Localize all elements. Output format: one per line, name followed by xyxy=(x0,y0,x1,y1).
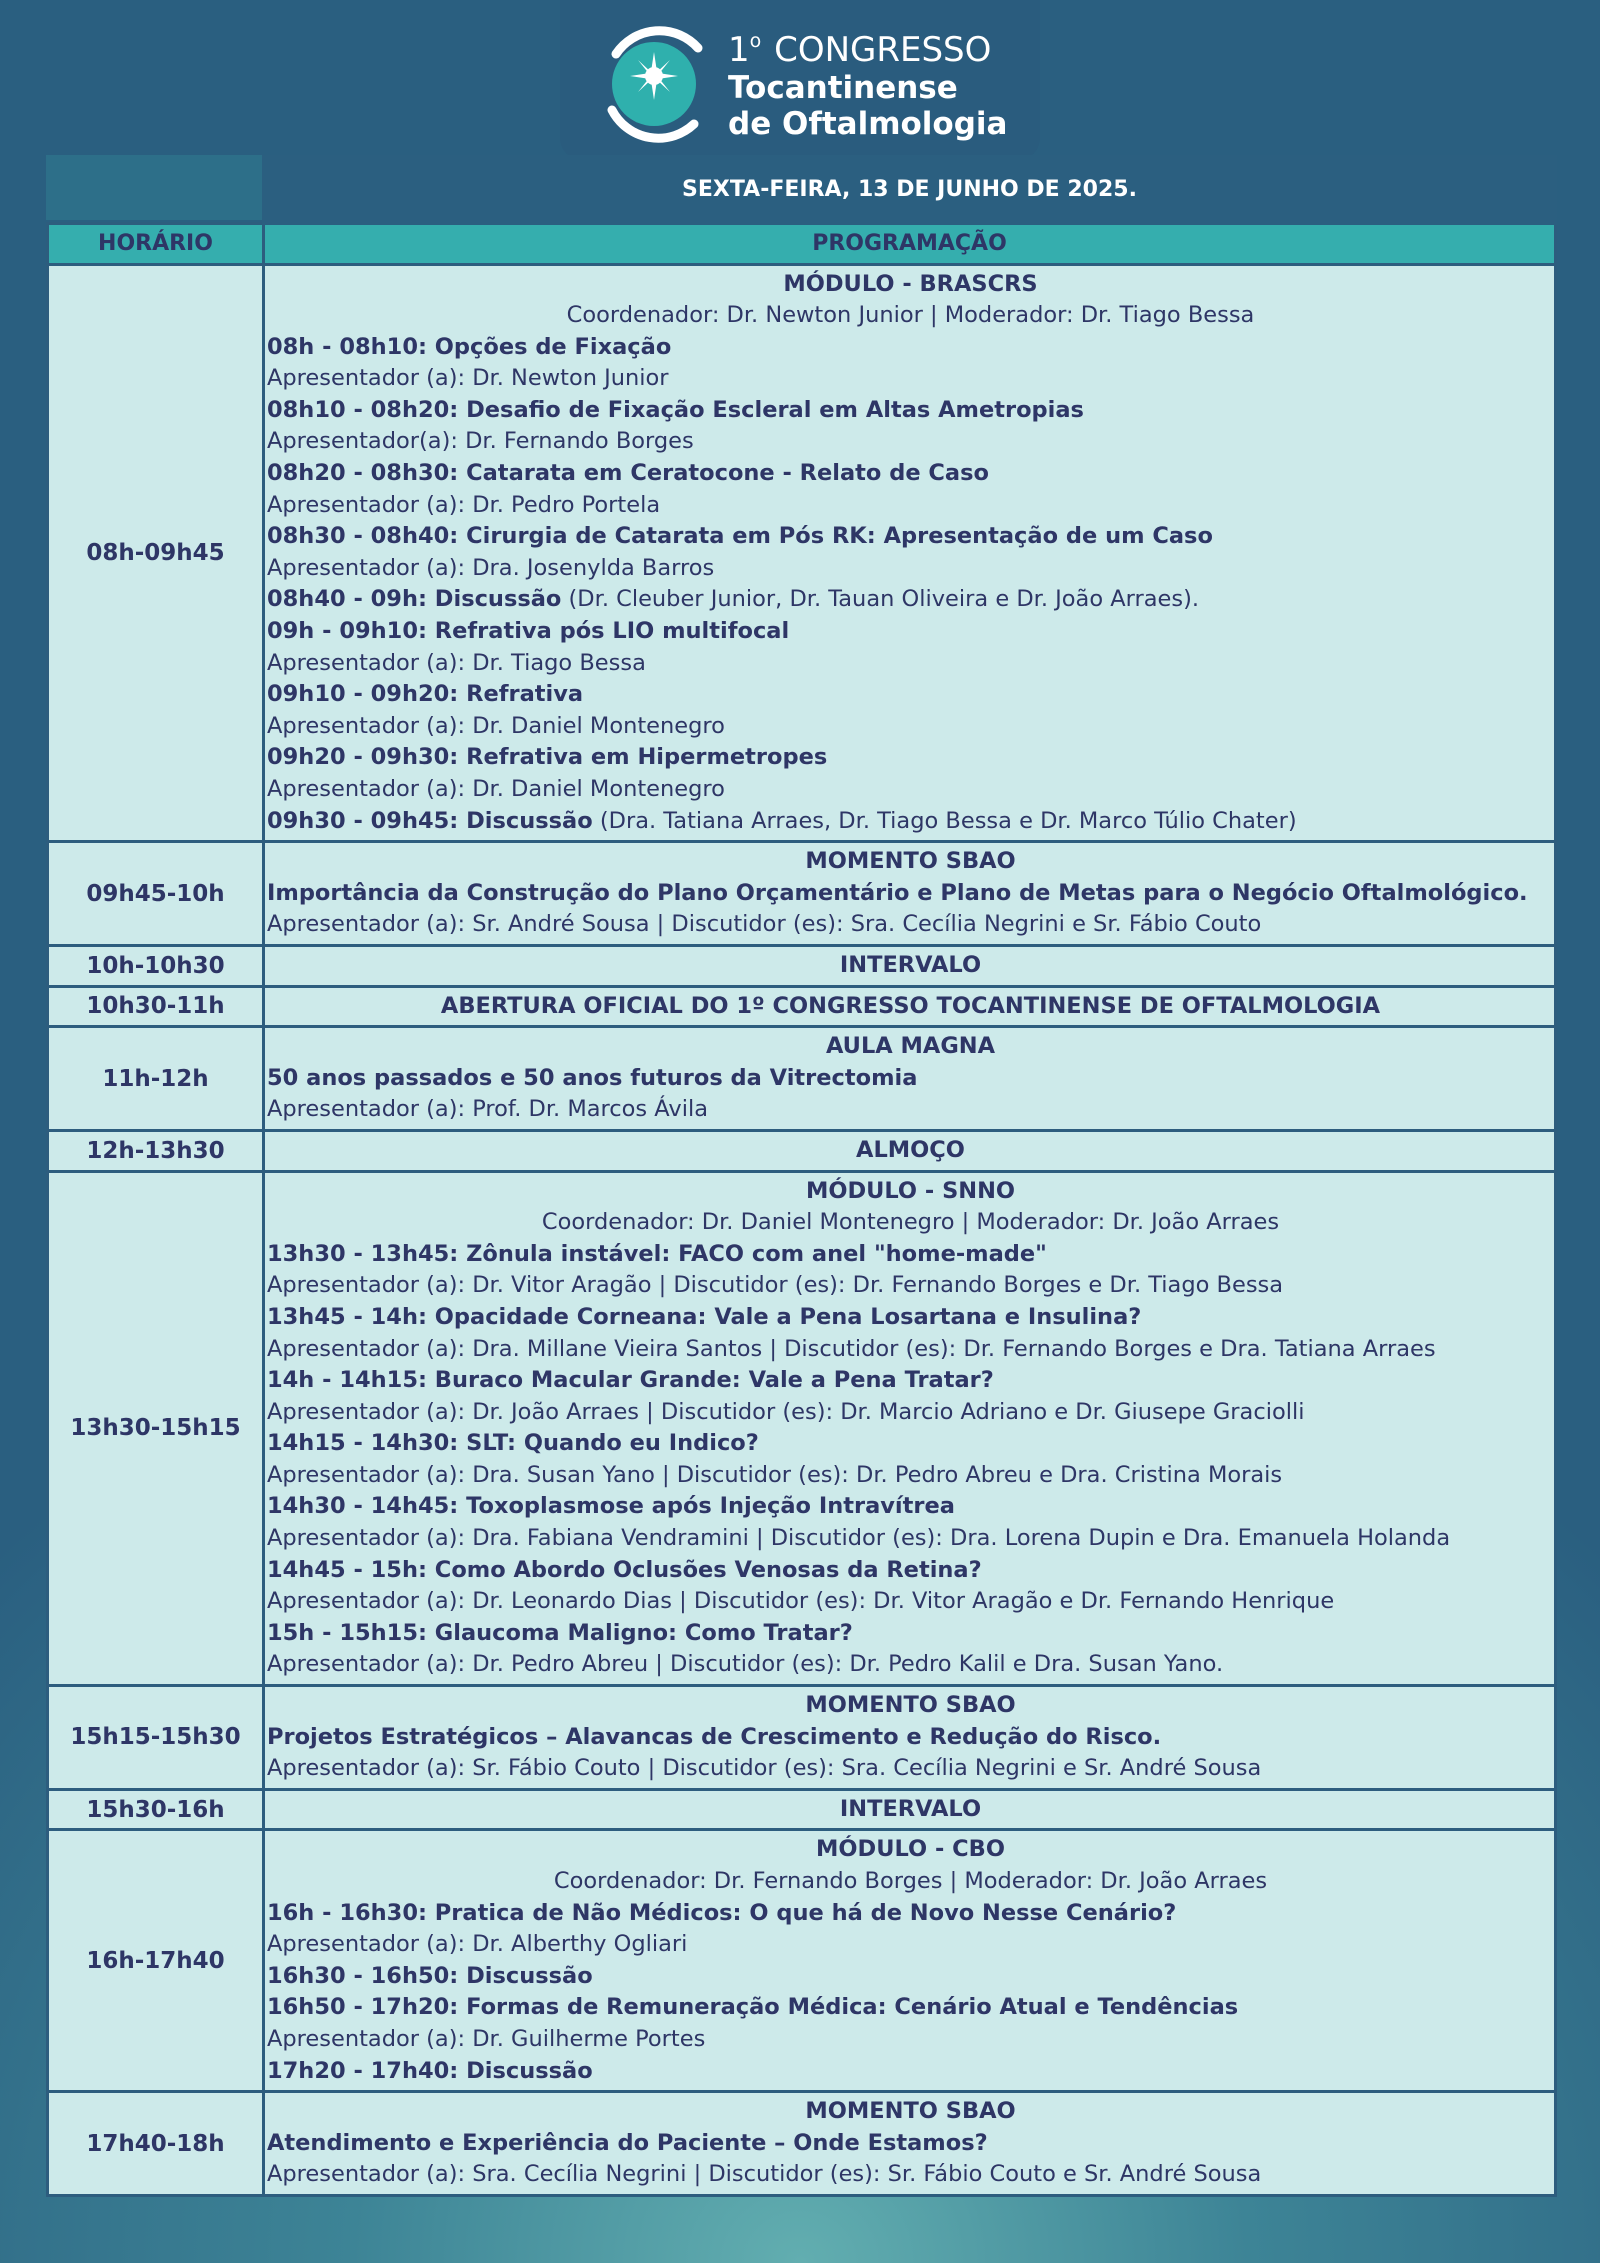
session-title xyxy=(267,521,1554,553)
presenter-line: Apresentador (a): Dra. Susan Yano | Discutidor (es): Dr. Pedro Abreu e Dra. Cristina Morais xyxy=(267,1461,1283,1488)
congress-title-line2: Tocantinense xyxy=(728,70,958,106)
module-title: AULA MAGNA xyxy=(825,1033,996,1060)
session-title xyxy=(267,1302,1554,1334)
session-label: 17h20 - 17h40: Discussão xyxy=(267,2057,593,2084)
session-title xyxy=(267,1365,1554,1397)
session-title xyxy=(267,458,1554,490)
session-label: 15h - 15h15: Glaucoma Maligno: Como Tratar? xyxy=(267,1619,853,1646)
presenter-line: Apresentador(a): Dr. Fernando Borges xyxy=(267,428,694,455)
schedule-row xyxy=(48,1171,1556,1686)
presenter-line: Apresentador (a): Dr. Leonardo Dias | Discutidor (es): Dr. Vitor Aragão e Dr. Fernando Henrique xyxy=(267,1588,1335,1615)
program-cell xyxy=(264,842,1556,946)
session-label: 16h50 - 17h20: Formas de Remuneração Médica: Cenário Atual e Tendências xyxy=(267,1994,1239,2021)
presenter-line: Apresentador (a): Sr. André Sousa | Discutidor (es): Sra. Cecília Negrini e Sr. Fábio Couto xyxy=(267,911,1262,938)
presenter-line: Apresentador (a): Dr. Daniel Montenegro xyxy=(267,776,725,802)
module-title: MÓDULO - BRASCRS xyxy=(783,270,1038,297)
day-title: SEXTA-FEIRA, 13 DE JUNHO DE 2025. xyxy=(264,157,1556,224)
schedule-row xyxy=(48,1830,1556,2092)
time-cell: 15h15-15h30 xyxy=(48,1686,264,1790)
program-cell xyxy=(264,1130,1556,1171)
time-cell: 11h-12h xyxy=(48,1027,264,1131)
presenter-line: Apresentador (a): Dr. Daniel Montenegro xyxy=(267,712,725,739)
session-label: 09h30 - 09h45: Discussão xyxy=(267,807,593,834)
session-label: Projetos Estratégicos – Alavancas de Crescimento e Redução do Risco. xyxy=(267,1723,1162,1750)
presenter-line: Apresentador (a): Dra. Josenylda Barros xyxy=(267,554,715,581)
coordinator-line: Coordenador: Dr. Daniel Montenegro | Moderador: Dr. João Arraes xyxy=(541,1209,1280,1236)
session-label: 14h45 - 15h: Como Abordo Oclusões Venosas da Retina? xyxy=(267,1556,982,1583)
schedule-row xyxy=(48,842,1556,946)
schedule-row xyxy=(48,945,1556,986)
time-cell: 09h45-10h xyxy=(48,842,264,946)
header-program: PROGRAMAÇÃO xyxy=(264,223,1556,264)
session-label: Importância da Construção do Plano Orçamentário e Plano de Metas para o Negócio Oftalmológico. xyxy=(267,879,1528,906)
time-cell: 16h-17h40 xyxy=(48,1830,264,2092)
time-cell: 08h-09h45 xyxy=(48,264,264,842)
time-cell: 13h30-15h15 xyxy=(48,1171,264,1686)
session-title xyxy=(267,1898,1554,1930)
program-cell xyxy=(264,1789,1556,1830)
presenter-line: Apresentador (a): Prof. Dr. Marcos Ávila xyxy=(267,1096,708,1123)
session-title xyxy=(267,806,1554,838)
module-title: MOMENTO SBAO xyxy=(805,1692,1016,1719)
blank-cell xyxy=(48,157,264,224)
session-title xyxy=(267,1722,1554,1754)
session-label: 09h20 - 09h30: Refrativa em Hipermetropes xyxy=(267,744,828,771)
schedule-row xyxy=(48,986,1556,1027)
session-title xyxy=(267,1961,1554,1993)
session-inline-note: (Dr. Cleuber Junior, Dr. Tauan Oliveira e Dr. João Arraes). xyxy=(561,586,1200,613)
session-label: 08h20 - 08h30: Catarata em Ceratocone - Relato de Caso xyxy=(267,460,989,487)
session-label: 08h30 - 08h40: Cirurgia de Catarata em Pós RK: Apresentação de um Caso xyxy=(267,523,1213,550)
module-title: MÓDULO - SNNO xyxy=(805,1177,1016,1204)
schedule-row xyxy=(48,1130,1556,1171)
session-title xyxy=(267,878,1554,910)
time-cell: 15h30-16h xyxy=(48,1789,264,1830)
time-cell: 12h-13h30 xyxy=(48,1130,264,1171)
schedule-row xyxy=(48,1686,1556,1790)
session-title xyxy=(267,332,1554,364)
schedule-row xyxy=(48,1789,1556,1830)
session-title xyxy=(267,584,1554,616)
session-label: 13h30 - 13h45: Zônula instável: FACO com anel "home-made" xyxy=(267,1240,1047,1267)
session-label: 16h - 16h30: Pratica de Não Médicos: O que há de Novo Nesse Cenário? xyxy=(267,1899,1177,1926)
presenter-line: Apresentador (a): Dra. Fabiana Vendramini | Discutidor (es): Dra. Lorena Dupin e Dra. Emanuela Holanda xyxy=(267,1525,1451,1552)
program-cell xyxy=(264,1171,1556,1686)
session-title xyxy=(267,395,1554,427)
day-row xyxy=(48,157,1556,224)
presenter-line: Apresentador (a): Dr. Newton Junior xyxy=(267,365,669,392)
session-title xyxy=(267,1063,1554,1095)
session-label: 16h30 - 16h50: Discussão xyxy=(267,1962,593,1989)
header-time: HORÁRIO xyxy=(48,223,264,264)
program-cell xyxy=(264,986,1556,1027)
program-single-title: INTERVALO xyxy=(839,1795,982,1822)
session-title xyxy=(267,742,1554,774)
session-title xyxy=(267,1428,1554,1460)
session-label: 13h45 - 14h: Opacidade Corneana: Vale a Pena Losartana e Insulina? xyxy=(267,1303,1142,1330)
session-title xyxy=(267,679,1554,711)
session-label: 14h - 14h15: Buraco Macular Grande: Vale a Pena Tratar? xyxy=(267,1367,994,1394)
session-title xyxy=(267,1555,1554,1587)
presenter-line: Apresentador (a): Dr. Guilherme Portes xyxy=(267,2025,706,2052)
time-cell: 10h-10h30 xyxy=(48,945,264,986)
presenter-line: Apresentador (a): Dr. Pedro Abreu | Discutidor (es): Dr. Pedro Kalil e Dra. Susan Yano. xyxy=(267,1651,1224,1678)
column-header-row xyxy=(48,223,1556,264)
session-label: 09h - 09h10: Refrativa pós LIO multifocal xyxy=(267,618,790,645)
module-title: MOMENTO SBAO xyxy=(805,2098,1016,2125)
session-label: 14h30 - 14h45: Toxoplasmose após Injeção Intravítrea xyxy=(267,1493,955,1520)
session-title xyxy=(267,2056,1554,2088)
presenter-line: Apresentador (a): Sr. Fábio Couto | Discutidor (es): Sra. Cecília Negrini e Sr. André Sousa xyxy=(267,1755,1262,1782)
program-cell xyxy=(264,1830,1556,2092)
schedule-table xyxy=(46,155,1557,2197)
eye-logo-icon xyxy=(598,14,710,146)
presenter-line: Apresentador (a): Dr. Alberthy Ogliari xyxy=(267,1931,688,1958)
session-label: 09h10 - 09h20: Refrativa xyxy=(267,681,584,708)
session-title xyxy=(267,1239,1554,1271)
program-single-title: ABERTURA OFICIAL DO 1º CONGRESSO TOCANTINENSE DE OFTALMOLOGIA xyxy=(440,992,1381,1019)
congress-title-line1: 1$^o$ CONGRESSO xyxy=(728,30,992,70)
session-title xyxy=(267,1491,1554,1523)
presenter-line: Apresentador (a): Dra. Millane Vieira Santos | Discutidor (es): Dr. Fernando Borges e Dra. Tatiana Arraes xyxy=(267,1335,1436,1362)
presenter-line: Apresentador (a): Dr. Tiago Bessa xyxy=(267,649,646,676)
session-label: 14h15 - 14h30: SLT: Quando eu Indico? xyxy=(267,1430,759,1457)
module-title: MOMENTO SBAO xyxy=(805,848,1016,875)
coordinator-line: Coordenador: Dr. Fernando Borges | Moderador: Dr. João Arraes xyxy=(553,1868,1268,1894)
session-label: 50 anos passados e 50 anos futuros da Vitrectomia xyxy=(267,1064,918,1091)
program-single-title: INTERVALO xyxy=(839,951,982,978)
schedule-row xyxy=(48,1027,1556,1131)
congress-title-line3: de Oftalmologia xyxy=(728,106,1008,142)
presenter-line: Apresentador (a): Sra. Cecília Negrini | Discutidor (es): Sr. Fábio Couto e Sr. André Sousa xyxy=(267,2161,1262,2188)
session-title xyxy=(267,616,1554,648)
presenter-line: Apresentador (a): Dr. Pedro Portela xyxy=(267,491,661,518)
coordinator-line: Coordenador: Dr. Newton Junior | Moderador: Dr. Tiago Bessa xyxy=(566,302,1255,329)
session-label: Atendimento e Experiência do Paciente – Onde Estamos? xyxy=(267,2129,988,2156)
schedule-row xyxy=(48,264,1556,842)
session-title xyxy=(267,1618,1554,1650)
session-title xyxy=(267,2128,1554,2160)
presenter-line: Apresentador (a): Dr. Vitor Aragão | Discutidor (es): Dr. Fernando Borges e Dr. Tiago Bessa xyxy=(267,1272,1284,1299)
presenter-line: Apresentador (a): Dr. João Arraes | Discutidor (es): Dr. Marcio Adriano e Dr. Giusepe Graciolli xyxy=(267,1398,1305,1425)
session-title xyxy=(267,1992,1554,2024)
session-label: 08h40 - 09h: Discussão xyxy=(267,586,562,613)
program-single-title: ALMOÇO xyxy=(856,1136,965,1163)
program-cell xyxy=(264,1027,1556,1131)
session-inline-note: (Dra. Tatiana Arraes, Dr. Tiago Bessa e Dr. Marco Túlio Chater) xyxy=(592,807,1297,834)
module-title: MÓDULO - CBO xyxy=(816,1836,1005,1863)
program-cell xyxy=(264,1686,1556,1790)
session-label: 08h - 08h10: Opções de Fixação xyxy=(267,333,672,360)
session-label: 08h10 - 08h20: Desafio de Fixação Escleral em Altas Ametropias xyxy=(267,396,1084,423)
congress-header xyxy=(560,0,1040,160)
time-cell: 10h30-11h xyxy=(48,986,264,1027)
program-cell xyxy=(264,264,1556,842)
program-cell xyxy=(264,945,1556,986)
program-cell xyxy=(264,2092,1556,2196)
time-cell: 17h40-18h xyxy=(48,2092,264,2196)
schedule-row xyxy=(48,2092,1556,2196)
